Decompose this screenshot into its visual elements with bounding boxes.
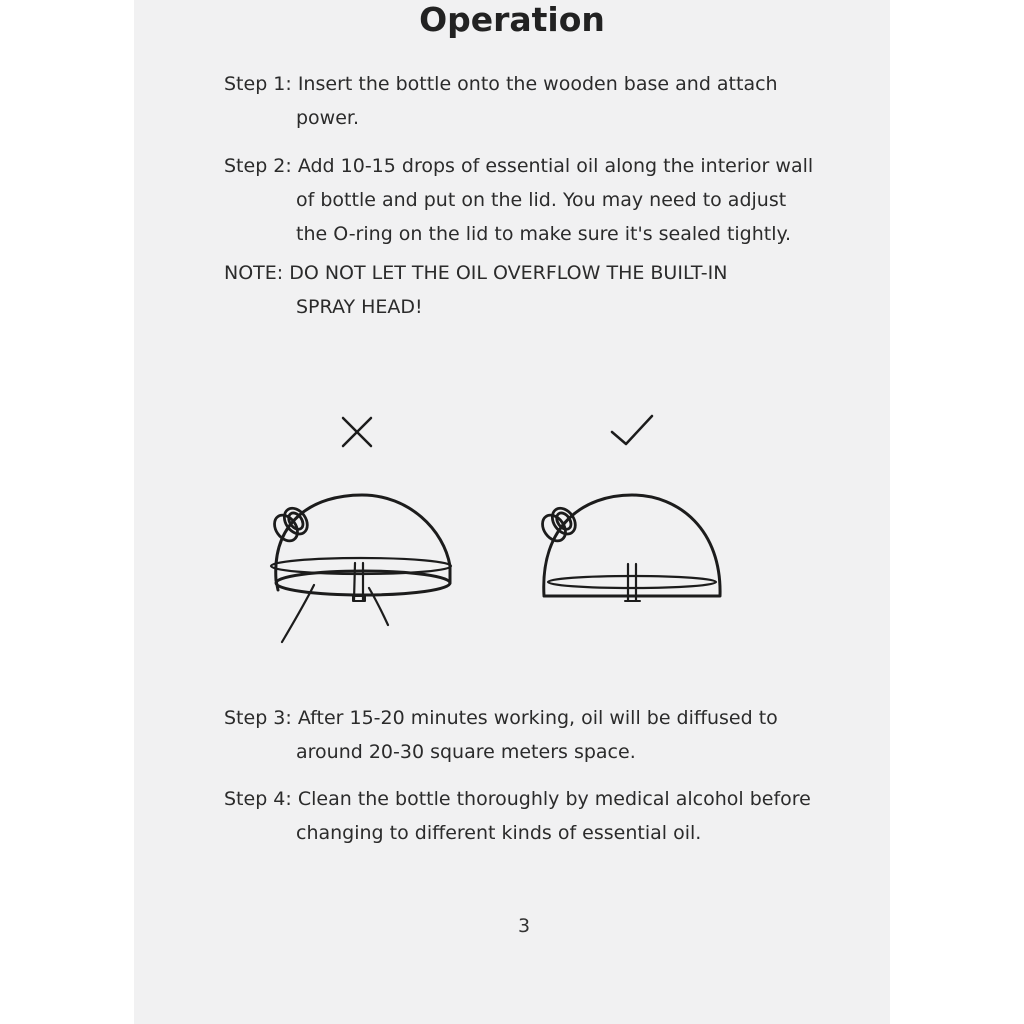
manual-page (134, 0, 890, 1024)
step-1 (224, 67, 864, 135)
step-3-line-2: around 20-30 square meters space. (296, 741, 636, 763)
cross-mark-icon (343, 418, 371, 446)
check-mark-icon (612, 416, 652, 444)
note (224, 256, 864, 324)
step-4-line-1: Step 4: Clean the bottle thoroughly by medical alcohol before (224, 788, 811, 810)
bottle-correct-installation (538, 495, 720, 601)
step-3-line-1: Step 3: After 15-20 minutes working, oil will be diffused to (224, 707, 778, 729)
page-title: Operation (419, 0, 605, 39)
step-2-line-2: of bottle and put on the lid. You may need to adjust (296, 189, 787, 211)
step-2-line-3: the O-ring on the lid to make sure it's sealed tightly. (296, 223, 792, 245)
step-3 (224, 701, 864, 769)
bottle-wrong-installation (270, 495, 451, 642)
step-4-line-2: changing to different kinds of essential oil. (296, 822, 702, 844)
step-4 (224, 782, 864, 850)
note-line-2: SPRAY HEAD! (296, 296, 423, 318)
step-1-line-2: power. (296, 107, 360, 129)
step-2-line-1: Step 2: Add 10-15 drops of essential oil along the interior wall (224, 155, 814, 177)
page-number: 3 (517, 915, 531, 937)
step-1-line-1: Step 1: Insert the bottle onto the wooden base and attach (224, 73, 778, 95)
bottle-installation-illustration (254, 400, 754, 660)
step-2 (224, 149, 864, 251)
note-line-1: NOTE: DO NOT LET THE OIL OVERFLOW THE BUILT-IN (224, 262, 728, 284)
